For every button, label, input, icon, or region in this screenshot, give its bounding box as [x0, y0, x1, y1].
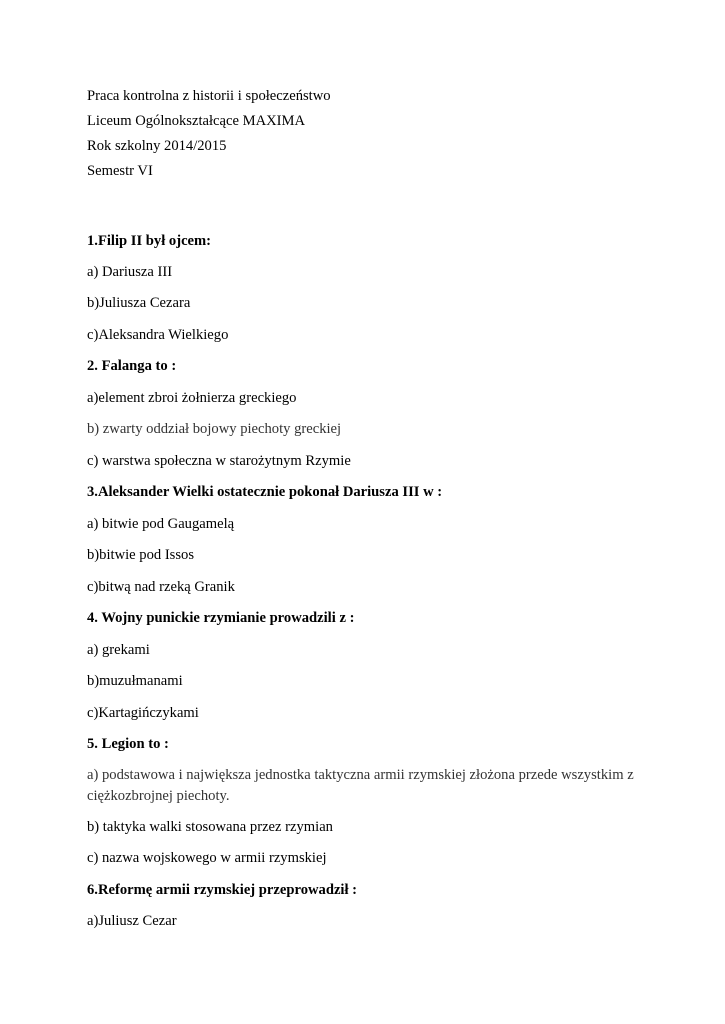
answer-6a: a)Juliusz Cezar: [87, 913, 177, 929]
answer-2c: c) warstwa społeczna w starożytnym Rzymie: [87, 453, 351, 469]
answer-1c: c)Aleksandra Wielkiego: [87, 327, 229, 343]
answer-2b: b) zwarty oddział bojowy piechoty greckiej: [87, 421, 342, 437]
school-year: Rok szkolny 2014/2015: [87, 138, 227, 154]
question-6: 6.Reformę armii rzymskiej przeprowadził :: [87, 882, 358, 898]
answer-5c: c) nazwa wojskowego w armii rzymskiej: [87, 850, 327, 866]
question-5: 5. Legion to :: [87, 736, 169, 752]
question-2: 2. Falanga to :: [87, 358, 177, 374]
question-3: 3.Aleksander Wielki ostatecznie pokonał Dariusza III w :: [87, 484, 443, 500]
answer-1b: b)Juliusza Cezara: [87, 295, 191, 311]
answer-1a: a) Dariusza III: [87, 264, 173, 280]
answer-2a: a)element zbroi żołnierza greckiego: [87, 390, 297, 406]
answer-4a: a) grekami: [87, 642, 150, 658]
answer-5b: b) taktyka walki stosowana przez rzymian: [87, 819, 333, 835]
question-1: 1.Filip II był ojcem:: [87, 233, 212, 249]
document-title: Praca kontrolna z historii i społeczeństwo: [87, 88, 331, 104]
answer-3c: c)bitwą nad rzeką Granik: [87, 579, 235, 595]
answer-4c: c)Kartagińczykami: [87, 705, 199, 721]
answer-3b: b)bitwie pod Issos: [87, 547, 195, 563]
answer-5a: a) podstawowa i największa jednostka taktyczna armii rzymskiej złożona przede wszystkim z ciężkozbrojnej piechoty.: [87, 767, 634, 804]
question-4: 4. Wojny punickie rzymianie prowadzili z :: [87, 610, 355, 626]
semester: Semestr VI: [87, 163, 153, 179]
answer-3a: a) bitwie pod Gaugamelą: [87, 516, 235, 532]
school-name: Liceum Ogólnokształcące MAXIMA: [87, 113, 306, 129]
answer-4b: b)muzułmanami: [87, 673, 183, 689]
